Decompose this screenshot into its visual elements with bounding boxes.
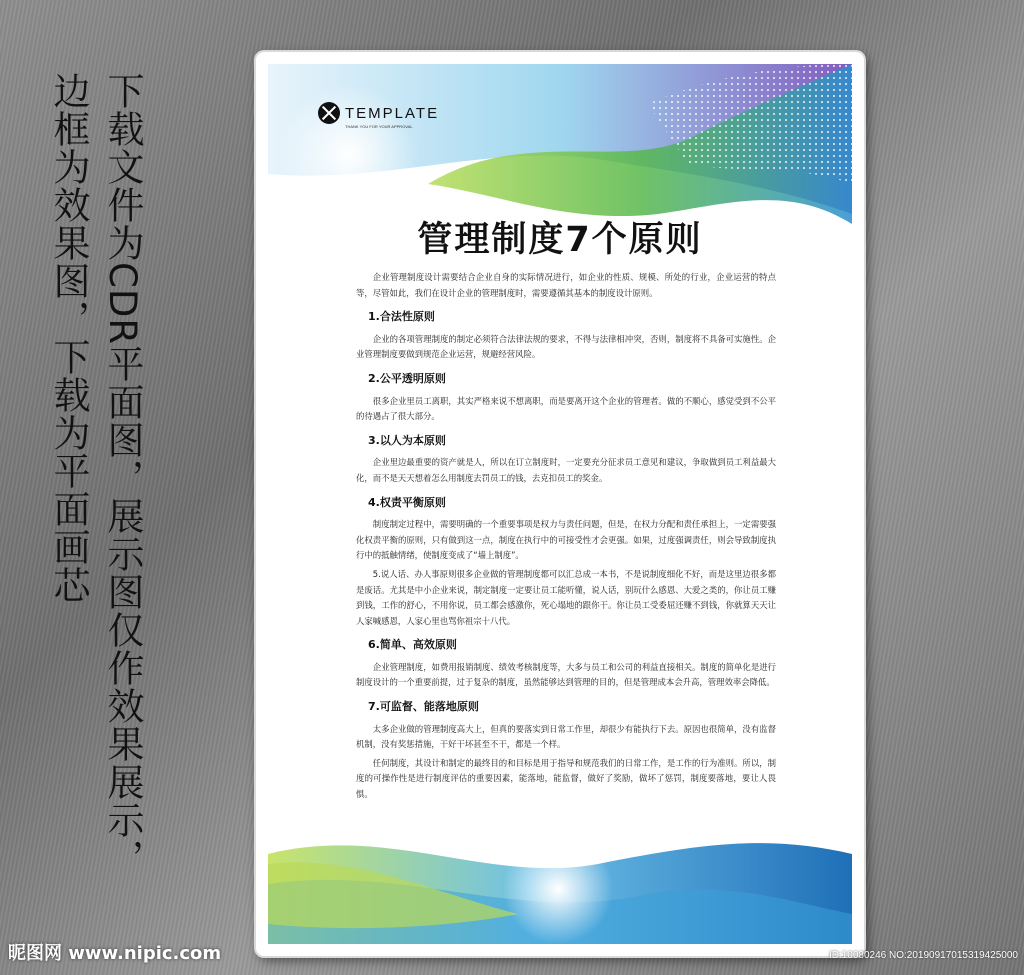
section-heading: 4.权责平衡原则 [368,495,446,509]
poster-content [356,270,776,806]
watermark-site: 昵图网 www.nipic.com [8,943,222,964]
logo [318,102,439,124]
section-paragraph: 很多企业里员工离职，其实严格来说不想离职，而是要离开这个企业的管理者。做的不顺心，感觉受到不公平的待遇占了很大部分。 [356,395,776,422]
section-paragraph: 企业里边最重要的资产就是人，所以在订立制度时，一定要充分征求员工意见和建议，争取做到员工利益最大化，而不是天天想着怎么用制度去罚员工的钱，去克扣员工的奖金。 [356,457,776,483]
section-heading: 1.合法性原则 [368,310,435,324]
intro-paragraph: 企业管理制度设计需要结合企业自身的实际情况进行，如企业的性质、规模、所处的行业，企业运营的特点等，尽管如此，我们在设计企业的管理制度时，需要遵循其基本的制度设计原则。 [356,272,776,298]
section-heading: 2.公平透明原则 [368,371,446,385]
watermark-id: ID:10080246 NO:20190917015319425000 [828,950,1018,961]
section-heading: 6.简单、高效原则 [368,638,457,652]
section-heading: 3.以人为本原则 [368,433,446,447]
logo-subtext: THANK YOU FOR YOUR APPROVAL [345,124,413,129]
logo-x-icon [318,102,340,124]
side-note-frame: 边框为效果图，下载为平面画芯 [47,72,90,604]
side-note-cdr: 下载文件为CDR平面图，展示图仅作效果展示， [101,72,144,878]
section-paragraph: 企业管理制度，如费用报销制度、绩效考核制度等，大多与员工和公司的利益直接相关。制度的简单化是进行制度设计的一个重要前提，过于复杂的制度，虽然能够达到管理的目的，但是管理成本会升高，管理效率会降低。 [356,661,776,688]
section-heading: 7.可监督、能落地原则 [368,700,479,714]
section-paragraph: 5.说人话、办人事原则很多企业做的管理制度都可以汇总成一本书，不是说制度细化不好，而是这里边很多都是废话。尤其是中小企业来说，制定制度一定要让员工能听懂，说人话，别玩什么感恩、大爱之类的，你让员工赚到钱，工作的舒心，不用你说，员工都会感激你，死心塌地的跟你干。你让员工受委屈还赚不到钱，你就算天天让人家喊感恩，人家心里也骂你祖宗十八代。 [356,568,776,626]
poster-title: 管理制度7个原则 [417,220,703,260]
poster [268,64,852,944]
section-paragraph: 企业的各项管理制度的制定必须符合法律法规的要求，不得与法律相冲突，否则，制度将不具备可实施性。企业管理制度要做到规范企业运营，规避经营风险。 [356,333,776,360]
logo-text: TEMPLATE [345,104,440,122]
section-paragraph: 太多企业做的管理制度高大上，但真的要落实到日常工作里，却很少有能执行下去。原因也很简单，没有监督机制，没有奖惩措施，干好干坏甚至不干，都是一个样。 [356,723,776,750]
section-paragraph: 任何制度，其设计和制定的最终目的和目标是用于指导和规范我们的日常工作，是工作的行为准则。所以，制度的可操作性是进行制度评估的重要因素，能落地，能监督，做好了奖励，做坏了惩罚，制度要落地，要让人畏惧。 [356,757,776,800]
section-paragraph: 制度制定过程中，需要明确的一个重要事项是权力与责任问题，但是，在权力分配和责任承担上，一定需要强化权责平衡的原则，只有做到这一点，制度在执行中的可接受性才会更强。如果，过度强调责任，则会导致制度执行中的抵触情绪，使制度变成了“墙上制度”。 [356,519,776,561]
poster-frame [256,52,864,956]
